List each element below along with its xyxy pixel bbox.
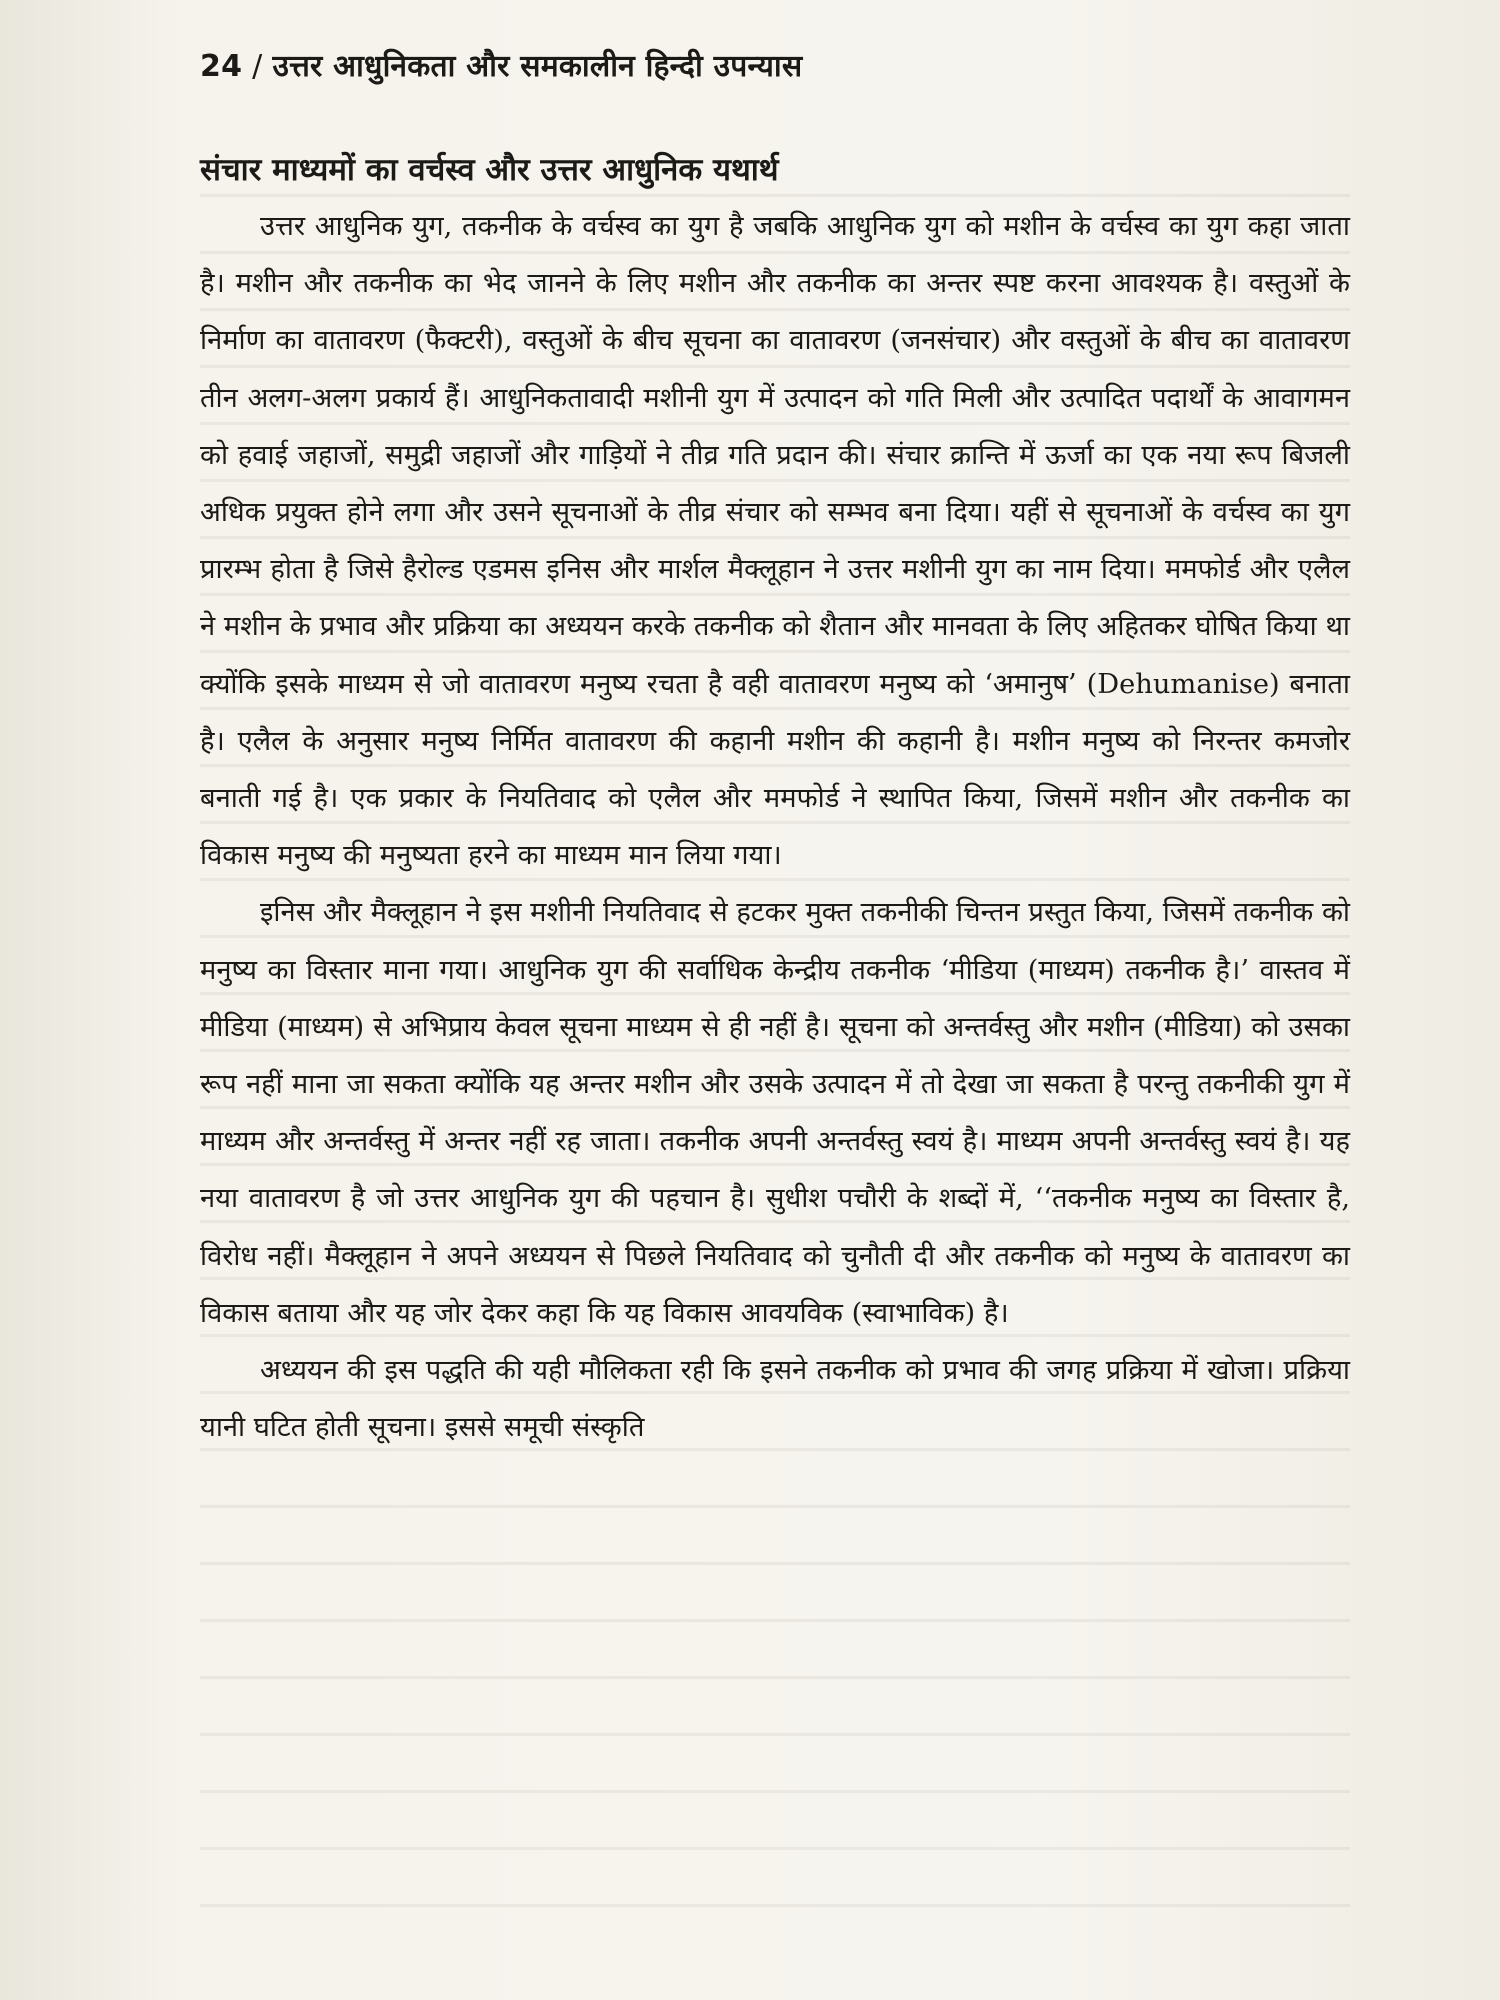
running-header — [200, 44, 802, 85]
header-separator: / — [252, 49, 263, 84]
page-number: 24 — [200, 49, 243, 84]
paragraph-1: उत्तर आधुनिक युग, तकनीक के वर्चस्व का युग है जबकि आधुनिक युग को मशीन के वर्चस्व का युग कहा जाता है। मशीन और तकनीक का भेद जानने के लिए मशीन और तकनीक का अन्तर स्पष्ट करना आवश्यक है। वस्तुओं के निर्माण का वातावरण (फैक्टरी), वस्तुओं के बीच सूचना का वातावरण (जनसंचार) और वस्तुओं के बीच का वातावरण तीन अलग-अलग प्रकार्य हैं। आधुनिकतावादी मशीनी युग में उत्पादन को गति मिली और उत्पादित पदार्थों के आवागमन को हवाई जहाजों, समुद्री जहाजों और गाड़ियों ने तीव्र गति प्रदान की। संचार क्रान्ति में ऊर्जा का एक नया रूप बिजली अधिक प्रयुक्त होने लगा और उसने सूचनाओं के तीव्र संचार को सम्भव बना दिया। यहीं से सूचनाओं के वर्चस्व का युग प्रारम्भ होता है जिसे हैरोल्ड एडमस इनिस और मार्शल मैक्लूहान ने उत्तर मशीनी युग का नाम दिया। ममफोर्ड और एलैल ने मशीन के प्रभाव और प्रक्रिया का अध्ययन करके तकनीक को शैतान और मानवता के लिए अहितकर घोषित किया था क्योंकि इसके माध्यम से जो वातावरण मनुष्य रचता है वही वातावरण मनुष्य को ‘अमानुष’ (Dehumanise) बनाता है। एलैल के अनुसार मनुष्य निर्मित वातावरण की कहानी मशीन की कहानी है। मशीन मनुष्य को निरन्तर कमजोर बनाती गई है। एक प्रकार के नियतिवाद को एलैल और ममफोर्ड ने स्थापित किया, जिसमें मशीन और तकनीक का विकास मनुष्य की मनुष्यता हरने का माध्यम मान लिया गया। — [200, 211, 1350, 872]
paragraph-3: अध्ययन की इस पद्धति की यही मौलिकता रही कि इसने तकनीक को प्रभाव की जगह प्रक्रिया में खोजा। प्रक्रिया यानी घटित होती सूचना। इससे समूची संस्कृति — [200, 1355, 1350, 1444]
running-title: उत्तर आधुनिकता और समकालीन हिन्दी उपन्यास — [272, 49, 803, 84]
paragraph-2: इनिस और मैक्लूहान ने इस मशीनी नियतिवाद से हटकर मुक्त तकनीकी चिन्तन प्रस्तुत किया, जिसमें तकनीक को मनुष्य का विस्तार माना गया। आधुनिक युग की सर्वाधिक केन्द्रीय तकनीक ‘मीडिया (माध्यम) तकनीक है।’ वास्तव में मीडिया (माध्यम) से अभिप्राय केवल सूचना माध्यम से ही नहीं है। सूचना को अन्तर्वस्तु और मशीन (मीडिया) को उसका रूप नहीं माना जा सकता क्योंकि यह अन्तर मशीन और उसके उत्पादन में तो देखा जा सकता है परन्तु तकनीकी युग में माध्यम और अन्तर्वस्तु में अन्तर नहीं रह जाता। तकनीक अपनी अन्तर्वस्तु स्वयं है। माध्यम अपनी अन्तर्वस्तु स्वयं है। यह नया वातावरण है जो उत्तर आधुनिक युग की पहचान है। सुधीश पचौरी के शब्दों में, ‘‘तकनीक मनुष्य का विस्तार है, विरोध नहीं। मैक्लूहान ने अपने अध्ययन से पिछले नियतिवाद को चुनौती दी और तकनीक को मनुष्य के वातावरण का विकास बताया और यह जोर देकर कहा कि यह विकास आवयविक (स्वाभाविक) है। — [200, 897, 1350, 1329]
section-title: संचार माध्यमों का वर्चस्व और उत्तर आधुनिक यथार्थ — [200, 152, 779, 188]
body-text — [200, 198, 1350, 1456]
